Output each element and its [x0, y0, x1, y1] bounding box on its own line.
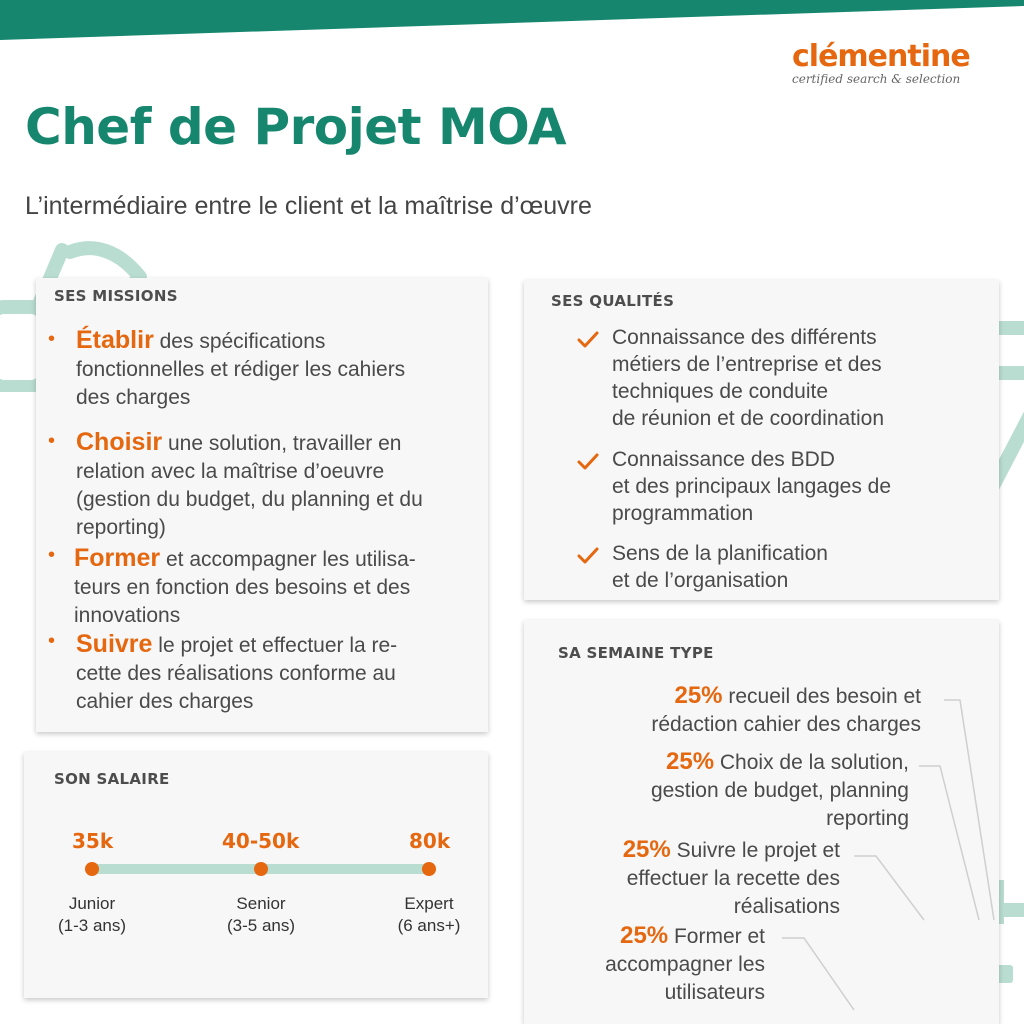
missions-card	[36, 278, 488, 732]
missions-title: SES MISSIONS	[54, 287, 178, 305]
quality-item: Sens de la planification et de l’organisation	[612, 542, 828, 592]
leader-lines	[524, 620, 999, 1024]
logo-name: clémentine	[792, 39, 970, 74]
salary-value: 80k	[409, 829, 451, 853]
semaine-item: 25% Choix de la solution, gestion de budget, planning reporting	[650, 748, 909, 830]
bullet-icon: •	[48, 430, 56, 452]
bullet-icon: •	[48, 630, 56, 652]
semaine-percent: 25%	[620, 922, 669, 949]
bullet-icon: •	[48, 328, 56, 350]
logo-tagline: certified search & selection	[792, 72, 961, 86]
semaine-percent: 25%	[666, 748, 715, 775]
mission-keyword: Choisir	[76, 428, 163, 456]
page-subtitle: L’intermédiaire entre le client et la maîtrise d’œuvre	[25, 192, 592, 220]
salary-value: 40-50k	[222, 829, 300, 853]
semaine-item: 25% recueil des besoin et rédaction cahier des charges	[651, 682, 921, 736]
bullet-icon: •	[48, 544, 56, 566]
top-green-band	[0, 0, 1024, 40]
salary-level: Expert (6 ans+)	[397, 894, 461, 935]
semaine-percent: 25%	[622, 836, 671, 863]
mission-item: Établir des spécifications fonctionnelles et rédiger les cahiers des charges	[76, 326, 406, 409]
mission-item: Former et accompagner les utilisa- teurs en fonction des besoins et des innovations	[74, 544, 416, 627]
qualities-title: SES QUALITÉS	[551, 292, 675, 310]
salary-value: 35k	[72, 829, 114, 853]
salary-dot	[422, 862, 436, 876]
mission-item: Choisir une solution, travailler en relation avec la maîtrise d’oeuvre (gestion du budget, du planning et du reporting)	[76, 428, 423, 539]
semaine-card	[524, 620, 999, 1024]
semaine-percent: 25%	[674, 682, 723, 709]
page-title: Chef de Projet MOA	[25, 98, 567, 156]
mission-keyword: Suivre	[76, 630, 153, 658]
salary-level: Junior (1-3 ans)	[57, 894, 127, 935]
salary-level: Senior (3-5 ans)	[226, 894, 296, 935]
semaine-item: 25% Suivre le projet et effectuer la recette des réalisations	[622, 836, 840, 918]
mission-item: Suivre le projet et effectuer la re- cette des réalisations conforme au cahier des charges	[76, 630, 398, 713]
check-icon	[576, 452, 600, 472]
quality-item: Connaissance des BDD et des principaux langages de programmation	[612, 448, 892, 525]
salary-dot	[85, 862, 99, 876]
quality-item: Connaissance des différents métiers de l’entreprise et des techniques de conduite de réunion et de coordination	[612, 326, 885, 430]
mission-keyword: Former	[74, 544, 161, 572]
check-icon	[576, 330, 600, 350]
semaine-title: SA SEMAINE TYPE	[558, 644, 714, 662]
salaire-title: SON SALAIRE	[54, 770, 170, 788]
qualities-card	[524, 280, 999, 600]
check-icon	[576, 546, 600, 566]
mission-keyword: Établir	[76, 326, 154, 354]
semaine-item: 25% Former et accompagner les utilisateurs	[605, 922, 765, 1004]
clementine-logo	[792, 40, 1002, 86]
salary-dot	[254, 862, 268, 876]
